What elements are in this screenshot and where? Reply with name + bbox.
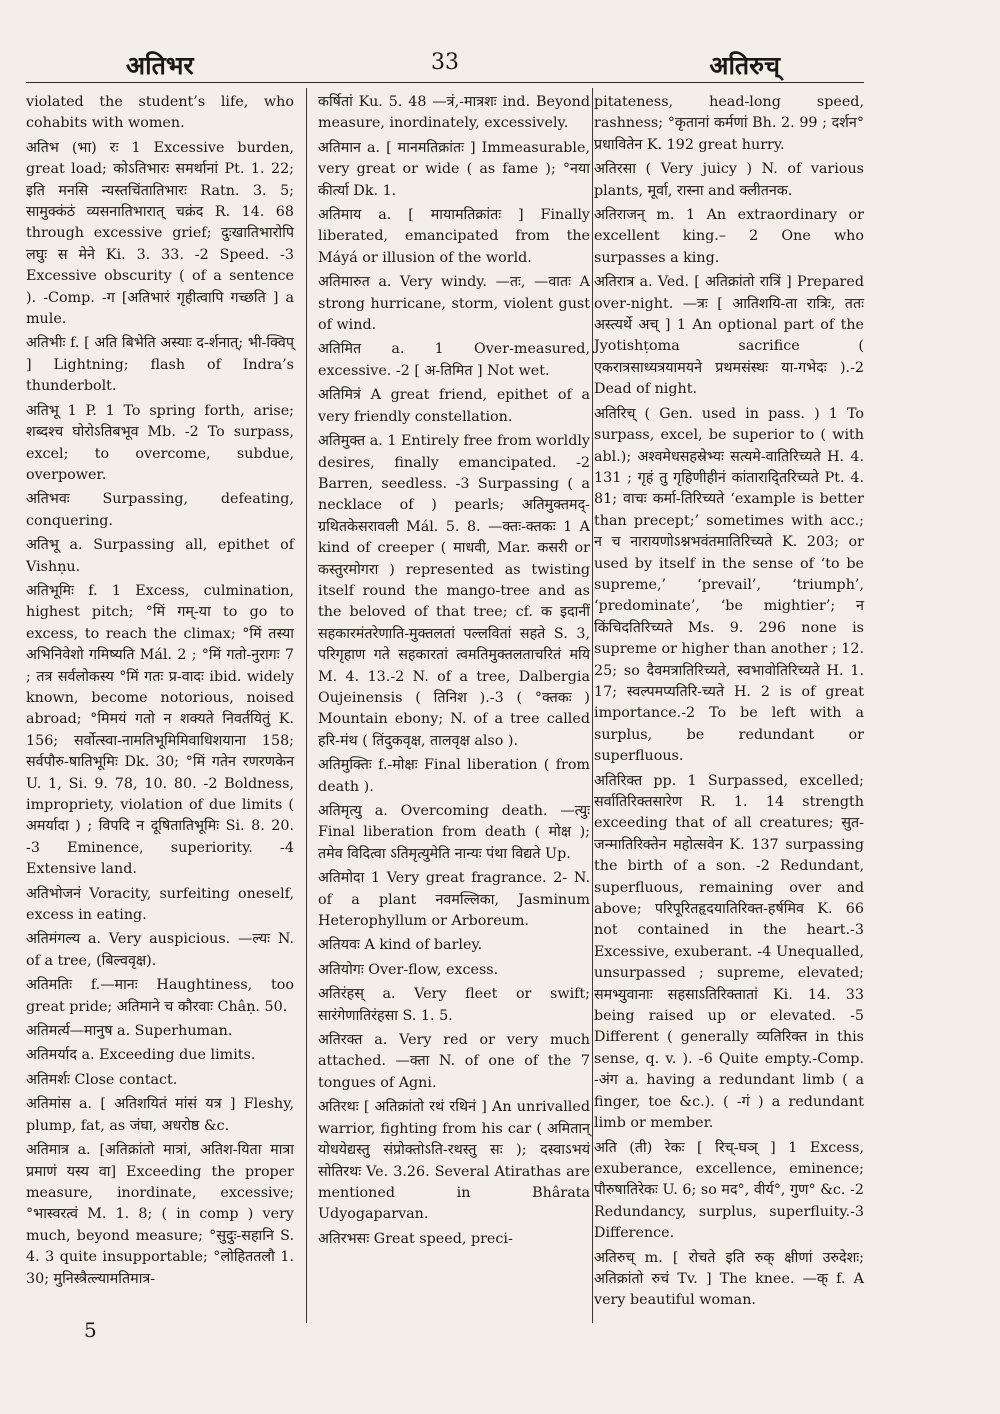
column-divider-left bbox=[306, 88, 307, 1323]
dictionary-entry: अतिमंगल्य a. Very auspicious. —ल्यः N. of a tree, (बिल्ववृक्ष). bbox=[26, 931, 294, 969]
dictionary-entry: अतिमृत्यु a. Overcoming death. —त्युः Final liberation from death ( मोक्ष ); तमेव विदित्वा ऽतिमृत्युमेति नान्यः पंथा विद्यते Up. bbox=[318, 803, 590, 862]
dictionary-entry: अतिभू 1 P. 1 To spring forth, arise; शब्दश्च घोरोऽतिबभूव Mb. -2 To surpass, excel; to overcome, subdue, overpower. bbox=[26, 402, 294, 483]
signature-mark: 5 bbox=[84, 1318, 97, 1342]
dictionary-entry: अतिरथः [ अतिक्रांतो रथं रथिनं ] An unrivalled warrior, fighting from his car ( अमितान् योधयेद्यस्तु संप्रोक्तोऽति-रथस्तु सः ); दस्वाऽभयं सोतिरथः Ve. 3.26. Several Atirathas are mentioned in Bhârata Udyogaparvan. bbox=[318, 1099, 590, 1223]
dictionary-entry: अतिरिच् ( Gen. used in pass. ) 1 To surpass, excel, be superior to ( with abl.); अश्वमेधसहस्रेभ्यः सत्यमे-वातिरिच्यते H. 4. 131 ; गृहं तु गृहिणीहीनं कांताराद्‍तिरिच्यते Pt. 4. 81; वाचः कर्मा-तिरिच्यते ‘example is better than precept;’ sometimes with acc.; न च नारायणोऽश्नभवंतमातिरिच्यते K. 203; or used by itself in the sense of ‘to be supreme,’ ‘prevail’, ‘triumph’, ‘predominate’, ‘be mightier’; न किंचिदतिरिच्यते Ms. 9. 296 none is supreme or higher than another ; 12. 25; so दैवमत्रातिरिच्यते, स्वभावोतिरिच्यते H. 1. 17; स्वल्पमप्यतिरि-च्यते H. 2 is of great importance.-2 To be left with a surplus, be redundant or superfluous. bbox=[594, 405, 864, 765]
dictionary-entry: अतिभवः Surpassing, defeating, conquering. bbox=[26, 491, 294, 529]
dictionary-entry: अतिमुक्तिः f.-मोक्षः Final liberation ( from death ). bbox=[318, 757, 590, 795]
dictionary-entry: अतिमांस a. [ अतिशयितं मांसं यत्र ] Fleshy, plump, fat, as जंघा, अधरोष्ठ &c. bbox=[26, 1096, 294, 1134]
dictionary-entry: अति (ती) रेकः [ रिच्-घञ् ] 1 Excess, exuberance, excellence, eminence; पौरुषातिरेकः U. 6; so मद°, वीर्य°, गुण° &c. -2 Redundancy, surplus, superfluity.-3 Difference. bbox=[594, 1139, 864, 1242]
header-right-guideword: अतिरुच् bbox=[709, 51, 780, 80]
dictionary-column-1 bbox=[26, 92, 294, 1293]
dictionary-entry: अतिमारुत a. Very windy. —तः, —वातः A strong hurricane, storm, violent gust of wind. bbox=[318, 274, 590, 334]
dictionary-entry: अतिरक्त a. Very red or very much attached. —क्ता N. of one of the 7 tongues of Agni. bbox=[318, 1032, 590, 1091]
dictionary-entry: अतिमित a. 1 Over-measured, excessive. -2 [ अ-तिमित ] Not wet. bbox=[318, 341, 590, 379]
dictionary-entry: कर्षितां Ku. 5. 48 —त्रं,-मात्रशः ind. Beyond measure, inordinately, excessively. bbox=[318, 94, 590, 132]
dictionary-entry: अतिराजन् m. 1 An extraordinary or excellent king.– 2 One who surpasses a king. bbox=[594, 207, 864, 266]
dictionary-entry: अतिरसा ( Very juicy ) N. of various plants, मूर्वा, रास्ना and क्लीतनक. bbox=[594, 161, 864, 199]
dictionary-entry: अतिमर्याद a. Exceeding due limits. bbox=[26, 1047, 256, 1064]
dictionary-entry: अतिमित्रं A great friend, epithet of a very friendly constellation. bbox=[318, 387, 590, 425]
dictionary-entry: अतिरुच् m. [ रोचते इति रुक् क्षीणां उरुदेशः; अतिक्रांतो रुचं Tv. ] The knee. —क् f. A very beautiful woman. bbox=[594, 1249, 864, 1309]
dictionary-entry: अतिभीः f. [ अति बिभेति अस्याः द-र्शनात्; भी-क्विप् ] Lightning; flash of Indra’s thunderbolt. bbox=[26, 335, 294, 395]
dictionary-entry: अतिभ (भा) रः 1 Excessive burden, great load; कोऽतिभारः समर्थानां Pt. 1. 22; इति मनसि न्यस्तचिंतातिभारः Ratn. 3. 5; सामुक्कंठं व्यसनातिभारात् चक्रंद R. 14. 68 through excessive grief; दुःखातिभारोपि लघुः स मेने Ki. 3. 33. -2 Speed. -3 Excessive obscurity ( of a sentence ). -Comp. -ग [अतिभारं गृहीत्वापि गच्छति ] a mule. bbox=[26, 139, 294, 328]
page-header bbox=[26, 44, 864, 83]
dictionary-entry: अतिरभसः Great speed, preci- bbox=[318, 1230, 513, 1247]
dictionary-entry: अतिमात्र a. [अतिक्रांतो मात्रां, अतिश-यिता मात्रा प्रमाणं यस्य वा] Exceeding the proper measure, inordinate, excessive; °भास्वरत्वं M. 1. 8; ( in comp ) very much, beyond measure; °सुदुः-सहानि S. 4. 3 quite insupportable; °लोहिततलौ 1. 30; मुनिस्त्रैत्ल्यामतिमात्र- bbox=[26, 1142, 294, 1287]
dictionary-entry: अतियवः A kind of barley. bbox=[318, 937, 483, 954]
dictionary-entry: अतिमाय a. [ मायामतिक्रांतः ] Finally liberated, emancipated from the Máyá or illusion of the world. bbox=[318, 207, 590, 266]
dictionary-entry: अतिमान a. [ मानमतिक्रांतः ] Immeasurable, very great or wide ( as fame ); °नया कीर्त्या Dk. 1. bbox=[318, 139, 590, 199]
dictionary-entry: अतिभूमिः f. 1 Excess, culmination, highest pitch; °मिं गम्-या to go to excess, to reach the climax; °मिं तस्या अभिनिवेशो गमिष्यति Mál. 2 ; °मिं गतो-नुरागः 7 ; तत्र सर्वलोकस्य °मिं गतः प्र-वादः ibid. widely known, become notorious, noised abroad; °मिमयं गतो न शक्यते निवर्तयितुं K. 156; सर्वोत्स्वा-नामतिभूमिमिवाधिशयाना 158; सर्वपौरु-षातिभूमिः Dk. 30; °मिं गतेन रणरणकेन U. 1, Si. 9. 78, 10. 80. -2 Boldness, impropriety, violation of due limits ( अमर्यादा ) ; विपदि न दूषितातिभूमिः Si. 8. 20. -3 Eminence, superiority. -4 Extensive land. bbox=[26, 582, 294, 878]
dictionary-entry: अतिमुक्त a. 1 Entirely free from worldly desires, finally emancipated. -2 Barren, seedless. -3 Surpassing ( a necklace of ) pearls; अतिमुक्तमद्-ग्रथितकेसरावली Mál. 5. 8. —क्तः-क्तकः 1 A kind of creeper ( माधवी, Mar. कसरी or कस्तुरमोगरा ) represented as twisting itself round the mango-tree and as the beloved of that tree; cf. क इदानीं सहकारमंतरेणाति-मुक्तलतां पल्लवितां सहते S. 3, परिगृहाण गते सहकारतां त्वमतिमुक्तलताचरितं मयि M. 4. 13.-2 N. of a tree, Dalbergia Oujeinensis ( तिनिश ).-3 ( °क्तकः ) Mountain ebony; N. of a tree called हरि-मंथ ( तिंदुकवृक्ष, तालवृक्ष also ). bbox=[318, 433, 590, 749]
dictionary-column-3 bbox=[594, 92, 864, 1315]
column-divider-right bbox=[592, 88, 593, 1323]
dictionary-entry: अतियोगः Over-flow, excess. bbox=[318, 961, 499, 978]
dictionary-entry: अतिरिक्त pp. 1 Surpassed, excelled; सर्वातिरिक्तसारेण R. 1. 14 strength exceeding that of all creatures; सुत-जन्मातिरिक्तेन महोत्सवेन K. 137 surpassing the birth of a son. -2 Redundant, superfluous, remaining over and above; परिपूरितहृदयातिरिक्त-हर्षमिव K. 66 not contained in the heart.-3 Excessive, exuberant. -4 Unequalled, unsurpassed ; supreme, elevated; समभ्युवानाः सहसाऽतिरिक्तातां Ki. 14. 33 being raised up or elevated. -5 Different ( generally व्यतिरिक्त in this sense, q. v. ). -6 Quite empty.-Comp. -अंग a. having a redundant limb ( a finger, toe &c.). ( -गं ) a redundant limb or member. bbox=[594, 772, 864, 1132]
dictionary-entry: अतिमतिः f.—मानः Haughtiness, too great pride; अतिमाने च कौरवाः Châṇ. 50. bbox=[26, 977, 294, 1015]
page-number: 33 bbox=[431, 50, 459, 75]
dictionary-entry: अतिरात्र a. Ved. [ अतिक्रांतो रात्रिं ] Prepared over-night. —त्रः [ आतिशयि-ता रात्रिः, ततः अस्त्यर्थे अच् ] 1 An optional part of the Jyotishṭoma sacrifice ( एकरात्रसाध्यत्रयामयने प्रथमसंस्थः या-गभेदः ).-2 Dead of night. bbox=[594, 274, 864, 398]
dictionary-entry: अतिमर्शः Close contact. bbox=[26, 1071, 178, 1088]
dictionary-entry: अतिमर्त्य—मानुष a. Superhuman. bbox=[26, 1023, 233, 1040]
header-left-guideword: अतिभर bbox=[126, 51, 194, 80]
dictionary-entry: अतिरंहस् a. Very fleet or swift; सारंगेणातिरंहसा S. 1. 5. bbox=[318, 986, 590, 1024]
dictionary-entry: अतिमोदा 1 Very great fragrance. 2- N. of a plant नवमल्लिका, Jasminum Heterophyllum or Arboreum. bbox=[318, 870, 590, 930]
dictionary-entry: अतिभोजनं Voracity, surfeiting oneself, excess in eating. bbox=[26, 885, 294, 924]
dictionary-entry: violated the student’s life, who cohabits with women. bbox=[26, 94, 294, 132]
dictionary-entry: अतिभू a. Surpassing all, epithet of Vishṇu. bbox=[26, 537, 294, 575]
dictionary-column-2 bbox=[318, 92, 590, 1253]
dictionary-entry: pitateness, head-long speed, rashness; °कृतानां कर्मणां Bh. 2. 99 ; दर्शन° प्रधावितेन K. 192 great hurry. bbox=[594, 94, 864, 153]
